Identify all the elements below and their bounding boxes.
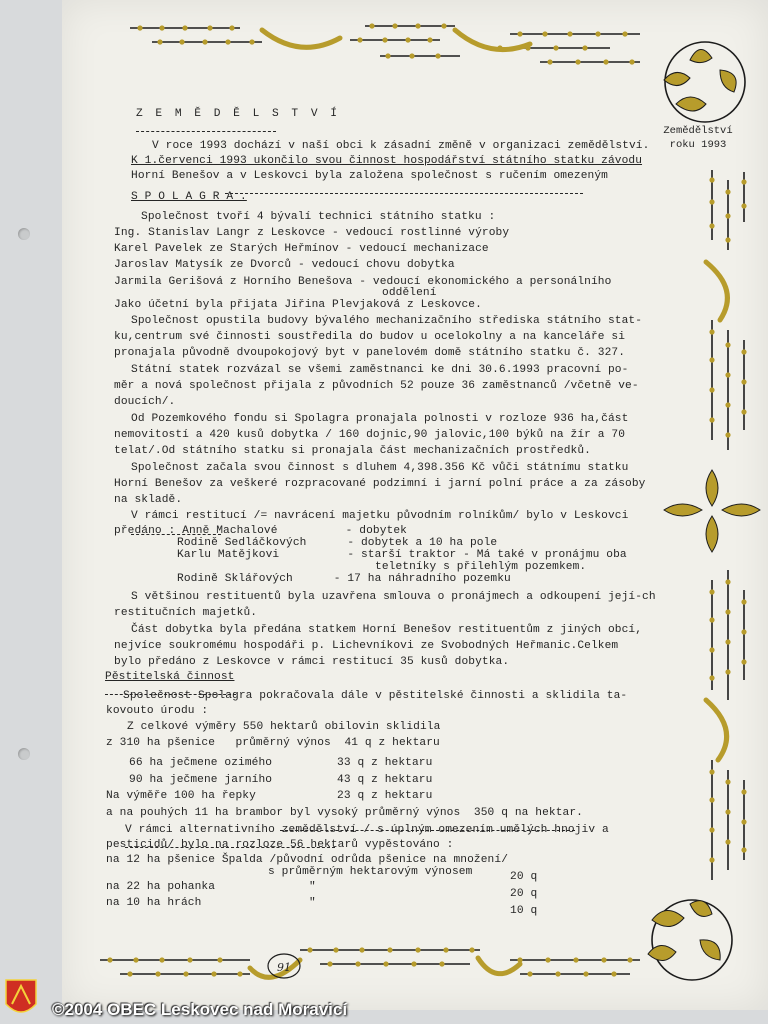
text-line: s průměrným hektarovým výnosem <box>268 866 473 878</box>
text-line: na 22 ha pohanka <box>106 881 216 893</box>
text-line: nemovitostí a 420 kusů dobytka / 160 dojnic,90 jalovic,100 býků na žír a 70 <box>114 429 626 441</box>
text-line: 20 q <box>510 871 538 883</box>
underline-rule <box>136 131 276 132</box>
underline-rule <box>280 830 575 831</box>
text-line: teletníky s přilehlým pozemkem. <box>375 561 587 573</box>
text-line: Pěstitelská činnost <box>105 671 235 683</box>
text-line: Jako účetní byla přijata Jiřina Plevjaková z Leskovce. <box>114 299 482 311</box>
text-line: 43 q z hektaru <box>337 774 433 786</box>
text-line: " <box>309 897 316 909</box>
document-title: Z E M Ě D Ě L S T V Í <box>136 108 340 120</box>
text-line: V rámci restitucí /= navrácení majetku původním rolníkům/ bylo v Leskovci <box>131 510 629 522</box>
text-line: Na výměře 100 ha řepky <box>106 790 256 802</box>
text-line: Horní Benešov za veškeré rozpracované podzimní i jarní polní práce a za zásoby <box>114 478 646 490</box>
footer-copyright: ©2004 OBEC Leskovec nad Moravicí <box>52 1000 348 1019</box>
text-line: telat/.Od státního statku si pronajala část mechanizačních prostředků. <box>114 445 591 457</box>
underline-rule <box>125 847 335 848</box>
text-line: " <box>309 881 316 893</box>
text-line: na skladě. <box>114 494 183 506</box>
text-line: předáno : Anně Machalové - dobytek <box>114 525 407 537</box>
text-line: S P O L A G R A . <box>131 191 247 203</box>
side-label: Zemědělství roku 1993 <box>663 125 733 151</box>
text-line: Část dobytka byla předána statkem Horní Benešov restituentům z jiných obcí, <box>131 624 643 636</box>
text-line: 33 q z hektaru <box>337 757 433 769</box>
text-line: 23 q z hektaru <box>337 790 433 802</box>
text-line: Karlu Matějkovi - starší traktor - Má také v pronájmu oba <box>177 549 627 561</box>
text-line: Jarmila Gerišová z Horního Benešova - vedoucí ekonomického a personálního <box>114 276 612 288</box>
text-line: na 12 ha pšenice Špalda /původní odrůda pšenice na množení/ <box>106 854 509 866</box>
text-line: Státní statek rozvázal se všemi zaměstnanci ke dni 30.6.1993 pracovní po- <box>131 364 629 376</box>
text-line: pronajala původně dvoupokojový byt v panelovém domě státního statku č. 327. <box>114 347 626 359</box>
text-line: ku,centrum své činnosti soustředila do budov u ocelokolny a na kanceláře si <box>114 331 626 343</box>
text-line: 90 ha ječmene jarního <box>129 774 273 786</box>
text-line: Rodině Sklářových - 17 ha náhradního pozemku <box>177 573 511 585</box>
text-line: Společnost Spolagra pokračovala dále v pěstitelské činnosti a sklidila ta- <box>123 690 628 702</box>
page-number: 91 <box>277 961 291 974</box>
text-line: a na pouhých 11 ha brambor byl vysoký průměrný výnos 350 q na hektar. <box>106 807 583 819</box>
text-line: Z celkové výměry 550 hektarů obilovin sklidila <box>127 721 441 733</box>
text-line: Ing. Stanislav Langr z Leskovce - vedoucí rostlinné výroby <box>114 227 510 239</box>
text-line: Společnost tvoří 4 bývalí technici státního statku : <box>141 211 496 223</box>
text-line: K 1.červenci 1993 ukončilo svou činnost hospodářství státního statku závodu <box>131 155 643 167</box>
text-line: doucích/. <box>114 396 176 408</box>
underline-rule <box>105 694 236 695</box>
text-line: V roce 1993 dochází v naší obci k zásadní změně v organizaci zemědělství. <box>152 140 650 152</box>
text-line: 66 ha ječmene ozimého <box>129 757 273 769</box>
text-line: z 310 ha pšenice průměrný výnos 41 q z hektaru <box>106 737 440 749</box>
text-line: S většinou restituentů byla uzavřena smlouva o pronájmech a odkoupení její-ch <box>131 591 656 603</box>
text-line: nejvíce soukromému hospodáři p. Lichevníkovi ze Svobodných Heřmanic.Celkem <box>114 640 619 652</box>
text-line: Horní Benešov a v Leskovci byla založena společnost s ručením omezeným <box>131 170 608 182</box>
text-line: Od Pozemkového fondu si Spolagra pronajala polnosti v rozloze 936 ha,část <box>131 413 629 425</box>
text-line: měr a nová společnost přijala z původních 52 pouze 36 zaměstnanců /včetně ve- <box>114 380 639 392</box>
underline-rule <box>131 534 221 535</box>
text-line: 20 q <box>510 888 538 900</box>
text-line: pesticidů/ bylo na rozloze 56 hektarů vypěstováno : <box>106 839 454 851</box>
text-line: na 10 ha hrách <box>106 897 202 909</box>
text-line: V rámci alternativního zemědělství / s úplným omezením umělých hnojiv a <box>125 824 609 836</box>
text-line: oddělení <box>382 287 437 299</box>
text-line: Společnost opustila budovy bývalého mechanizačního střediska státního stat- <box>131 315 643 327</box>
text-line: restitučních majetků. <box>114 607 258 619</box>
text-line: kovouto úrodu : <box>106 705 209 717</box>
text-line: Rodině Sedláčkových - dobytek a 10 ha pole <box>177 537 498 549</box>
text-line: bylo předáno z Leskovce v rámci restitucí 35 kusů dobytka. <box>114 656 510 668</box>
text-line: Společnost začala svou činnost s dluhem 4,398.356 Kč vůči státnímu statku <box>131 462 629 474</box>
underline-rule <box>225 193 583 194</box>
text-line: Karel Pavelek ze Starých Heřmínov - vedoucí mechanizace <box>114 243 489 255</box>
text-line: 10 q <box>510 905 538 917</box>
text-line: Jaroslav Matysík ze Dvorců - vedoucí chovu dobytka <box>114 259 455 271</box>
